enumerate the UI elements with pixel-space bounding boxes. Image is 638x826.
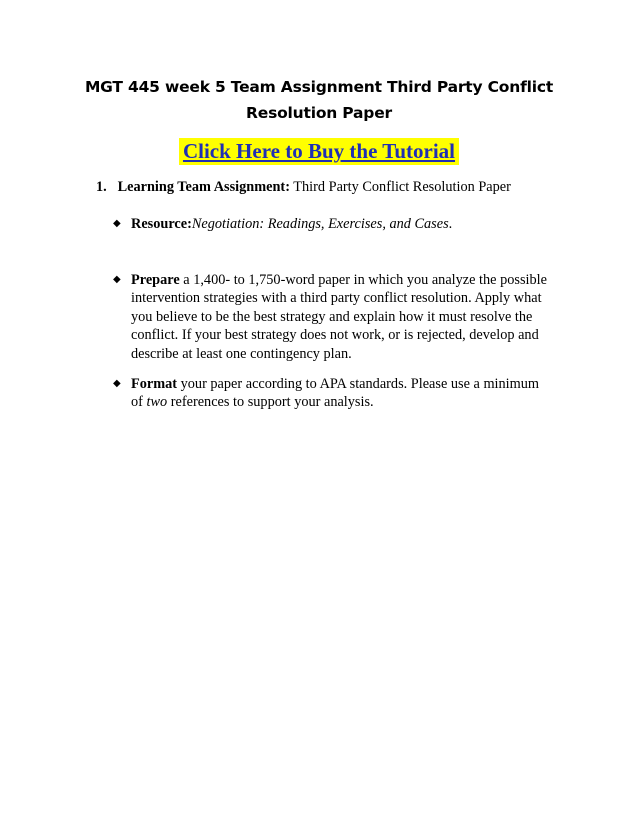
bullet-lead: Resource: bbox=[131, 216, 192, 232]
title-line-1: MGT 445 week 5 Team Assignment Third Party Conflict bbox=[84, 78, 554, 96]
bullet-line: intervention strategies with a third party conflict resolution. Apply what bbox=[131, 290, 542, 307]
diamond-bullet-icon: ◆ bbox=[113, 378, 121, 389]
tutorial-link-container bbox=[0, 138, 638, 165]
bullet-line: describe at least one contingency plan. bbox=[131, 345, 352, 362]
diamond-bullet-icon: ◆ bbox=[113, 274, 121, 285]
item-rest: Third Party Conflict Resolution Paper bbox=[289, 179, 511, 195]
bullet-line: of two references to support your analysis. bbox=[131, 394, 374, 411]
numbered-item bbox=[96, 178, 511, 196]
item-number: 1. bbox=[96, 179, 107, 195]
buy-tutorial-link[interactable]: Click Here to Buy the Tutorial bbox=[179, 138, 459, 165]
page-title bbox=[70, 74, 568, 126]
item-lead: Learning Team Assignment: bbox=[117, 179, 290, 195]
bullet-lead: Prepare bbox=[131, 272, 180, 288]
bullet-line: conflict. If your best strategy does not work, or is rejected, develop and bbox=[131, 327, 539, 344]
bullet-lead: Format bbox=[131, 376, 178, 392]
title-line-2: Resolution Paper bbox=[246, 104, 392, 122]
bullet-tail: . bbox=[448, 216, 453, 232]
bullet-line: you believe to be the best strategy and explain how it must resolve the bbox=[131, 308, 533, 325]
book-title: Negotiation: Readings, Exercises, and Cases bbox=[191, 216, 449, 232]
bullet-line: Format your paper according to APA standards. Please use a minimum bbox=[131, 376, 540, 392]
bullet-text bbox=[131, 215, 571, 233]
bullet-text bbox=[131, 375, 571, 412]
diamond-bullet-icon: ◆ bbox=[113, 218, 121, 229]
bullet-line: Prepare a 1,400- to 1,750-word paper in which you analyze the possible bbox=[131, 272, 547, 288]
bullet-text bbox=[131, 271, 571, 363]
